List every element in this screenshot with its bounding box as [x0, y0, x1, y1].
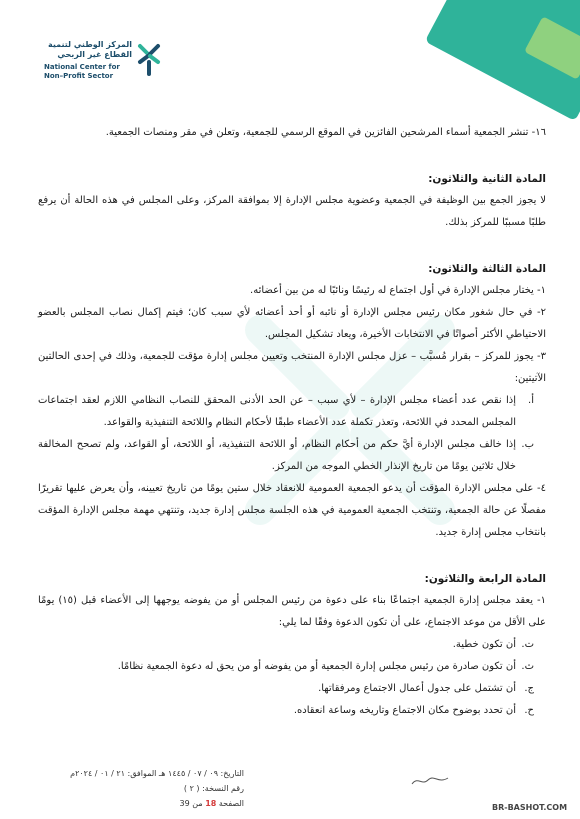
footer-page-indicator	[44, 796, 244, 811]
article-34-sub-h	[38, 700, 546, 722]
footer-page-number: 18	[205, 799, 217, 808]
article-33-item-3: ٣- يجوز للمركز – بقرار مُسبَّب – عزل مجلس الإدارة المنتخب وتعيين مجلس إدارة مؤقت للجمعية، وذلك في إحدى الحالتين الآتيتين:	[38, 351, 546, 384]
sub-t-marker: ت.	[521, 639, 534, 650]
sub-a-text: إذا نقص عدد أعضاء مجلس الإدارة – لأي سبب – عن الحد الأدنى المحقق للنصاب النظامي اللازم لعقد اجتماعات المجلس المحدد في اللائحة، وتعذر تكملة عدد الأعضاء طبقًا لأحكام النظام واللائحة التنفيذية والقواعد.	[38, 395, 516, 428]
logo-english-line2: Non–Profit Sector	[44, 72, 114, 80]
sub-h-text: أن تحدد بوضوح مكان الاجتماع وتاريخه وساعة انعقاده.	[293, 705, 516, 716]
sub-j-marker: ج.	[524, 683, 534, 694]
footer-page-of: من 39	[179, 799, 203, 808]
article-34-sub-t	[38, 634, 546, 656]
sub-th-marker: ث.	[521, 661, 534, 672]
article-34-heading: المادة الرابعة والثلاثون:	[424, 573, 546, 585]
article-32-heading: المادة الثانية والثلاثون:	[428, 173, 546, 185]
article-33-item-2: ٢- في حال شغور مكان رئيس مجلس الإدارة أو نائبه أو أحد أعضائه لأي سبب كان؛ فيتم إكمال نصاب المجلس بالعضو الاحتياطي الأكثر أصواتًا في الانتخابات الأخيرة، ويعاد تشكيل المجلس.	[38, 307, 546, 340]
article-32-text: لا يجوز الجمع بين الوظيفة في الجمعية وعضوية مجلس الإدارة إلا بموافقة المركز، وعلى المجلس في هذه الحالة أن يرفع طلبًا مسببًا للمركز بذلك.	[38, 195, 546, 228]
intro-item: ١٦- تنشر الجمعية أسماء المرشحين الفائزين في الموقع الرسمي للجمعية، وتعلن في مقر ومنصات الجمعية.	[105, 127, 546, 138]
article-34-sub-j	[38, 678, 546, 700]
footer-version: رقم النسخة: ( ٢ )	[183, 784, 244, 793]
sub-h-marker: ح.	[524, 705, 534, 716]
logo-arabic-line2: القطاع غير الربحي	[57, 50, 132, 59]
article-33-item-4: ٤- على مجلس الإدارة المؤقت أن يدعو الجمعية العمومية للانعقاد خلال ستين يومًا من تاريخ تعيينه، وأن يعرض عليها تقريرًا مفصلًا عن حالة الجمعية، وتنتخب الجمعية العمومية في هذه الجلسة مجلس إدارة جديد، وتنتهي مهمة مجلس الإدارة المؤقت بانتخاب مجلس إدارة جديد.	[38, 483, 546, 538]
document-body	[38, 122, 546, 722]
footer-page-label: الصفحة	[218, 799, 244, 808]
sub-a-marker: أ.	[528, 395, 534, 406]
logo-arabic-line1: المركز الوطني لتنمية	[48, 40, 132, 49]
sub-b-marker: ب.	[521, 439, 534, 450]
logo-mark-icon	[136, 42, 162, 78]
sub-th-text: أن تكون صادرة من رئيس مجلس إدارة الجمعية أو من يفوضه أو من يحق له دعوة الجمعية نظامًا.	[117, 661, 516, 672]
logo-english-line1: National Center for	[44, 63, 120, 71]
article-33-heading: المادة الثالثة والثلاثون:	[428, 263, 546, 275]
article-34-item-1: ١- يعقد مجلس إدارة الجمعية اجتماعًا بناء على دعوة من رئيس المجلس أو من يفوضه يوجهها إلى الأعضاء قبل (١٥) يومًا على الأقل من موعد الاجتماع، على أن تكون الدعوة وفقًا لما يلي:	[38, 595, 546, 628]
sub-j-text: أن تشتمل على جدول أعمال الاجتماع ومرفقاتها.	[318, 683, 516, 694]
article-33-item-1: ١- يختار مجلس الإدارة في أول اجتماع له رئيسًا ونائبًا له من بين أعضائه.	[250, 285, 546, 296]
sub-b-text: إذا خالف مجلس الإدارة أيَّ حكم من أحكام النظام، أو اللائحة التنفيذية، أو اللائحة، أو القواعد، ولم تصحح المخالفة خلال ثلاثين يومًا من تاريخ الإنذار الخطي الموجه من المركز.	[38, 439, 516, 472]
footer-date: التاريخ: ٠٩ / ٠٧ / ١٤٤٥ هـ الموافق: ٢١ / ٠١ / ٢٠٢٤م	[70, 769, 244, 778]
article-33-sub-b	[38, 434, 546, 478]
page-footer	[44, 766, 244, 811]
signature-mark	[410, 774, 450, 788]
ncnp-logo	[44, 38, 164, 88]
article-33-sub-a	[38, 390, 546, 434]
article-34-sub-th	[38, 656, 546, 678]
sub-t-text: أن تكون خطية.	[452, 639, 516, 650]
site-watermark-text: BR-BASHOT.COM	[492, 803, 568, 812]
